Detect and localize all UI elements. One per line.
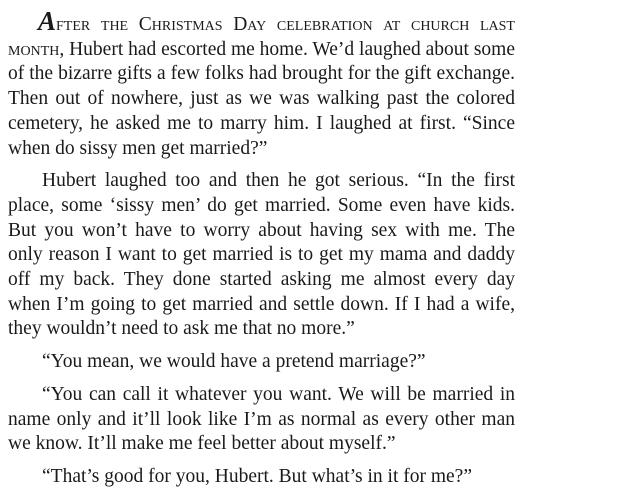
book-page [8,8,515,498]
paragraph-2: Hubert laughed too and then he got serious. “In the first place, some ‘sissy men’ do get married. Some even have kids. But you won’t have to worry about having sex with me. The only reason I want to get married is to get my mama and daddy off my back. They done started asking me almost every day when I’m going to get married and settle down. If I had a wife, they wouldn’t need to ask me that no more.” [8,170,515,340]
paragraph-4: “You can call it whatever you want. We will be married in name only and it’ll look like I’m as normal as every other man we know. It’ll make me feel better about myself.” [8,383,515,455]
paragraph-1 [8,8,515,161]
paragraph-3: “You mean, we would have a pretend marriage?” [42,351,426,373]
drop-cap: A [38,6,57,36]
paragraph-5: “That’s good for you, Hubert. But what’s in it for me?” [42,465,472,487]
paragraph-1-text: , Hubert had escorted me home. We’d laughed about some of the bizarre gifts a few folks had brought for the gift exchange. Then out of nowhere, just as we was walking past the colored cemetery, he asked me to marry him. I laughed at first. “Since when do sissy men get married?” [8,38,515,159]
small-caps-opening: fter the Christmas Day celebration at church last month [8,14,515,60]
